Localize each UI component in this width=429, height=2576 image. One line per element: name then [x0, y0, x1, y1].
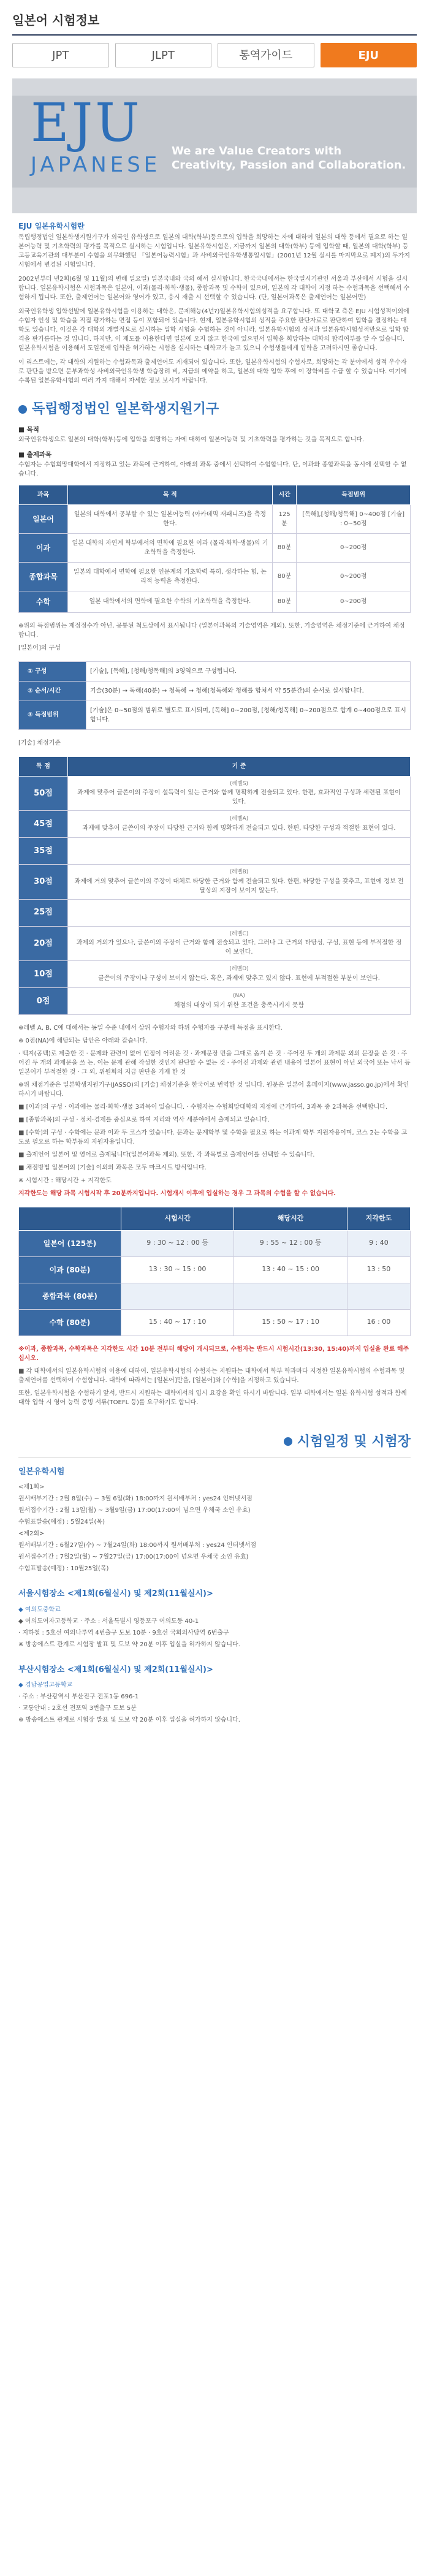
eval-desc: [68, 926, 411, 961]
note-text: ■ 출제언어 일본어 및 영어로 출제됩니다(일본어과목 제외). 또한, 각 과목별로 출제언어를 선택할 수 있습니다.: [18, 1152, 315, 1158]
subject-time: 80분: [272, 533, 297, 562]
purpose-text: 외국인유학생으로 일본의 대학(학부)등에 입학을 희망하는 자에 대하여 일본어능력 및 기초학력을 평가하는 것을 목적으로 합니다.: [18, 436, 365, 443]
section-title: 시험일정 및 시험장: [297, 1434, 411, 1449]
subject-label: ■ 출제과목: [18, 450, 52, 458]
intro-paragraph: 독립행정법인 일본학생지원기구가 외국인 유학생으로 일본의 대학(학부)등으로의 입학을 희망하는 자에 대하여 일본의 대학 등에서 필요로 하는 일본어능력 및 기초학력의 평가를 목적으로 실시하는 시험입니다. 일본유학시험은, 지금까지 일본의 대학(학부) 등에 입학할 때, 일본의 대학(학부) 등 고등교육기관의 대부분이 수험을 의무화했던 「일본어능력시험」과 사비외국인유학생통일시험」(2001년 12월 실시를 마지막으로 폐지)의 두가지 시험에서 변경된 시험입니다.: [18, 234, 411, 268]
venue-note: ※ 방송에스트 관계로 시험장 발표 및 도보 약 20분 이후 입실을 허가하지 않습니다.: [18, 1717, 240, 1723]
eval-score: 45점: [19, 811, 68, 838]
note-text: ※위의 득점범위는 제점점수가 아닌, 공통된 척도상에서 표시됩니다 (일본어과목의 기술영역은 제외). 또한, 기술영역은 채점기준에 근거하여 채점합니다.: [18, 622, 405, 639]
eval-desc: [68, 899, 411, 926]
table-row: [19, 1230, 411, 1256]
round-detail: 원서접수기간 : 7월2일(월) ~ 7월27일(금) 17:00(17:00이 넘으면 우체국 소인 유효): [18, 1554, 249, 1560]
eval-text: 과제에 맞추어 글쓴이의 주장이 타당한 근거와 함께 명확하게 전술되고 있다. 한편, 타당한 구성과 적절한 표현이 있다.: [82, 824, 396, 832]
table-header: 기 준: [68, 756, 411, 776]
tab-eju[interactable]: EJU: [321, 43, 417, 67]
venue-address: ◆ 여의도여자고등학교 · 주소 : 서울특별시 영등포구 여의도동 40-1: [18, 1617, 199, 1625]
structure-header: ② 순서/시간: [19, 681, 86, 701]
subject-time: 80분: [272, 562, 297, 591]
table-header: 득 점: [19, 756, 68, 776]
section-title: 독립행정법인 일본학생지원기구: [32, 401, 219, 417]
sched-cell: [234, 1283, 347, 1309]
note-text: ■ 채점방법 일본어의 [기술] 이외의 과목은 모두 마크시트 방식입니다.: [18, 1165, 207, 1171]
round-detail: 수험표발송(예정) : 5월24일(목): [18, 1519, 105, 1525]
table-header: 해당시간: [234, 1207, 347, 1231]
table-row: [19, 1283, 411, 1309]
eval-text: 과제의 거의가 있으나, 글쓴이의 주장이 근거와 함께 전술되고 있다. 그러나 그 근거의 타당성, 구성, 표현 등에 부적절한 점이 보인다.: [76, 940, 402, 956]
purpose-label: ■ 목적: [18, 426, 39, 433]
venue-transport: · 지하철 : 5호선 여의나루역 4번출구 도보 10분 · 9호선 국회의사당역 6번출구: [18, 1629, 229, 1636]
table-row: [19, 591, 411, 612]
intro-section: [18, 221, 411, 386]
sched-cell: 16 : 00: [347, 1309, 410, 1335]
eval-text: 채점의 대상이 되기 위한 조건을 충족시키지 못함: [173, 1001, 305, 1009]
eval-desc: [68, 776, 411, 811]
round-label: <제1회>: [18, 1484, 45, 1491]
sched-subject: 수학 (80분): [19, 1309, 121, 1335]
eval-score: 50점: [19, 776, 68, 811]
tab-jpt[interactable]: JPT: [12, 43, 109, 67]
eju-logo: [31, 93, 161, 181]
structure-value: 기술(30분) → 독해(40분) → 청독해 → 청해(청독해와 청해를 합쳐서 약 55분간)의 순서로 실시합니다.: [86, 681, 411, 701]
subject-score: 0~200점: [297, 533, 411, 562]
venue-seoul: [18, 1588, 411, 1649]
sched-cell: 13 : 30 ~ 15 : 00: [121, 1256, 234, 1283]
page-title: 일본어 시험정보: [12, 0, 417, 36]
note-text: ■ [종합과목]의 구성 · 정치·경제를 중심으로 하여 지리와 역사 세분야에서 출제되고 있습니다.: [18, 1117, 270, 1123]
exam-tabs: [0, 36, 429, 75]
sched-cell: [347, 1283, 410, 1309]
eval-level: (레벨D): [229, 966, 249, 973]
sched-cell: 9 : 30 ~ 12 : 00 등: [121, 1230, 234, 1256]
subject-block: [18, 450, 411, 479]
venue-name: ◆ 여의도중학교: [18, 1606, 61, 1613]
logo-big: EJU: [31, 93, 142, 154]
subject-purpose: 일본의 대학에서 공부할 수 있는 일본어능력 (아카데믹 재패니즈)을 측정한다.: [68, 504, 273, 533]
subject-score: 0~200점: [297, 562, 411, 591]
subject-time: 80분: [272, 591, 297, 612]
table-row: [19, 811, 411, 838]
eval-level: (레벨A): [229, 816, 249, 823]
intro-paragraph: 이 리스트에는, 각 대학의 지원하는 수험과목과 출제언어도 게재되어 있습니다. 또한, 일본유학시험의 수험자로, 희망하는 각 분야에서 성적 우수자로 판단을 받으면 문부과학성 사비외국인유학생 학습장려 비, 지급의 예약을 하고, 일본의 대학 입학 후에 이 장학비를 수급 할 수 있습니다. 여기에 수록된 일본유학시험의 여러 가지 대해서 자세한 정보 보시기 바랍니다.: [18, 359, 407, 384]
table-header: 지각한도: [347, 1207, 410, 1231]
note-text: ※위 채점기준은 일본학생지원기구(JASSO)의 [기술] 채점기준을 한국어로 번역한 것 입니다. 원문은 일본어 홈페이지(www.jasso.go.jp)에서 확인하시기 바랍니다.: [18, 1082, 409, 1098]
eval-text: 글쓴이의 주장이나 구성이 보이지 않는다. 혹은, 과제에 맞추고 있지 않다. 표현에 부적절한 부분이 보인다.: [98, 975, 380, 982]
table-row: [19, 533, 411, 562]
notes-1: [18, 621, 411, 653]
hero-tagline: [172, 145, 406, 172]
sched-cell: [121, 1283, 234, 1309]
note-text: ※레벨 A, B, C에 대해서는 동일 수준 내에서 상위 수험자와 하위 수험자를 구분해 득점을 표시한다.: [18, 1025, 283, 1032]
note-text: ■ 각 대학에서의 일본유학시험의 이용에 대하여. 일본유학시험의 수험자는 지원하는 대학에서 학부 학과마다 지정한 일본유학시험의 수험과목 및 출제언어를 선택하여 수험합니다. 대학에 따라서는 [일본어]만을, [일본어]와 [수학]을 지정하고 있습니다.: [18, 1367, 405, 1384]
intro-title: EJU 일본유학시험란: [18, 222, 85, 230]
note-text: · 백지(공백)로 제출한 것 · 문제와 관련이 없어 인정이 어려운 것 · 과제문장 만을 그대로 옮겨 쓴 것 · 주어진 두 개의 과제문 외의 문장을 쓴 것 · 주어진 두 개의 과제문을 쓰 는, 이는 문제 관해 작성한 것인지 판단할 수 없는 것 · 주어진 과제와 관련 내용이 일본어 표현이 아닌 외국어 또는 낙서 등 일본어가 부적절한 것 · 그 외, 위원회의 지금 판단을 기재 한 것: [18, 1051, 411, 1076]
sched-cell: 9 : 55 ~ 12 : 00 등: [234, 1230, 347, 1256]
section-header: [18, 399, 411, 419]
intro-paragraph: 외국인유학생 입학선발에 일본유학시험을 이용하는 대학은, 문제해능(4년?)일본유학시험의성적을 요구합니다. 또 대학교 측은 EJU 시험성적이외에 수험자 인성 및 학습을 직접 평가하는 면접 등이 포함되어 있습니다. 현재, 일본유학시험의 성적을 주요한 판단자료로 판단하여 입학을 결정하는 대학도 있습니다. 이것은 각 대학의 개별적으로 실시하는 입학 시험을 수험하는 것이 아니라, 일본유학시험의 성적과 일본유학시험성적만으로 입학 합격을 판가름하는 것 입니다. 하지만, 이 제도를 이용한다면 일본에 오지 않고 한국에 있으면서 입학을 희망하는 대학의 합격여부를 알 수 있습니다. 일본유학시험을 이용해서 도일전에 입학을 허가하는 시험을 실시하는 대학교가 늘고 있으니 수험생들에게 입학을 고려하시면 좋습니다.: [18, 308, 409, 352]
eval-level: (레벨B): [229, 869, 249, 875]
subjects-table: [18, 485, 411, 613]
subject-name: 일본어: [19, 504, 68, 533]
eval-score: 10점: [19, 961, 68, 988]
subject-name: 수학: [19, 591, 68, 612]
sched-cell: 15 : 50 ~ 17 : 10: [234, 1309, 347, 1335]
eval-desc: [68, 961, 411, 988]
table-row: [19, 562, 411, 591]
round-detail: 원서접수기간 : 2월 13일(월) ~ 3월9일(금) 17:00(17:00이 넘으면 우체국 소인 유효): [18, 1507, 251, 1514]
writing-criteria-table: [18, 756, 411, 1016]
japanese-structure-table: [18, 661, 411, 730]
tab-jlpt[interactable]: JLPT: [115, 43, 212, 67]
purpose-block: [18, 425, 411, 444]
table-header: 과목: [19, 485, 68, 504]
table-row: [19, 661, 411, 681]
subject-score: [독해],[청해/청독해] 0~400점 [기술] : 0~50점: [297, 504, 411, 533]
venue-name: ◆ 경남공업고등학교: [18, 1682, 73, 1689]
sched-subject: 일본어 (125분): [19, 1230, 121, 1256]
eval-label: [기술] 채점기준: [18, 739, 61, 747]
note-text: ※ 시험시간 : 해당시간 + 지각한도: [18, 1177, 112, 1184]
eval-score: 20점: [19, 926, 68, 961]
eval-score: 35점: [19, 838, 68, 865]
logo-sub: JAPANESE: [31, 153, 161, 177]
structure-header: ① 구성: [19, 661, 86, 681]
sched-subject: 종합과목 (80분): [19, 1283, 121, 1309]
eval-score: 0점: [19, 988, 68, 1015]
venue-address: · 주소 : 부산광역시 부산진구 전포1동 696-1: [18, 1693, 139, 1700]
table-row: [19, 899, 411, 926]
sched-cell: 15 : 40 ~ 17 : 10: [121, 1309, 234, 1335]
table-header: 시험시간: [121, 1207, 234, 1231]
sched-cell: 13 : 50: [347, 1256, 410, 1283]
note-warning: 지각한도는 해당 과목 시험시작 후 20분까지입니다. 시험개시 이후에 입실하는 경우 그 과목의 수험을 할 수 없습니다.: [18, 1190, 336, 1197]
eval-level: (NA): [233, 993, 245, 1000]
notes-2: [18, 1024, 411, 1198]
table-row: [19, 504, 411, 533]
exam-dates-title: 일본유학시험: [18, 1467, 65, 1476]
subject-score: 0~200점: [297, 591, 411, 612]
eval-text: 과제에 거의 맞추어 글쓴이의 주장이 대체로 타당한 근거와 함께 전술되고 있다. 한편, 타당한 구성을 갖추고, 표현에 정보 전달상의 지장이 보이지 않는다.: [74, 878, 404, 894]
table-row: [19, 1256, 411, 1283]
table-header: [19, 1207, 121, 1231]
subject-name: 종합과목: [19, 562, 68, 591]
venue-title: 부산시험장소 <제1회(6월실시) 및 제2회(11월실시)>: [18, 1665, 213, 1674]
eval-level: (레벨S): [229, 780, 249, 787]
subject-time: 125분: [272, 504, 297, 533]
tagline-line-1: We are Value Creators with: [172, 145, 342, 158]
venue-busan: [18, 1664, 411, 1725]
note-warning: ※이과, 종합과목, 수학과목은 지각한도 시간 10분 전부터 해당이 개시되므로, 수험자는 반드시 시험시간(13:30, 15:40)까지 입실을 완료 해주십시오.: [18, 1345, 409, 1362]
subject-name: 이과: [19, 533, 68, 562]
table-row: [19, 961, 411, 988]
venue-title: 서울시험장소 <제1회(6월실시) 및 제2회(11월실시)>: [18, 1589, 213, 1598]
sched-subject: 이과 (80분): [19, 1256, 121, 1283]
table-row: [19, 838, 411, 865]
table-header: 시간: [272, 485, 297, 504]
round-detail: 원서배부기간 : 6월27일(수) ~ 7월24일(화) 18:00까지 원서배부처 : yes24 인터넷서점: [18, 1542, 257, 1549]
eval-desc: [68, 865, 411, 900]
schedule-section-header: [18, 1432, 411, 1457]
bullet-icon: [284, 1437, 292, 1446]
structure-header: ③ 득점범위: [19, 701, 86, 729]
note-text: [일본어]의 구성: [18, 644, 61, 652]
subject-text: 수험자는 수험희망대학에서 지정하고 있는 과목에 근거하여, 아래의 과목 중에서 선택하여 수험합니다. 단, 이과와 종합과목을 동시에 선택할 수 없습니다.: [18, 461, 407, 477]
eval-desc: [68, 988, 411, 1015]
round-detail: 원서배부기간 : 2월 8일(수) ~ 3월 6일(화) 18:00까지 원서배부처 : yes24 인터넷서점: [18, 1495, 252, 1502]
venue-note: ※ 방송에스트 관계로 시험장 발표 및 도보 약 20분 이후 입실을 허가하지 않습니다.: [18, 1641, 240, 1648]
structure-value: [기술]은 0~50점의 범위로 별도로 표시되며, [독해] 0~200점, [청해/청독해] 0~200점으로 합계 0~400점으로 표시합니다.: [86, 701, 411, 729]
subject-purpose: 일본의 대학에서 면학에 필요한 인문계의 기초학력 특히, 생각하는 힘, 논리적 능력을 측정한다.: [68, 562, 273, 591]
note-text: ■ [수학]의 구성 · 수학에는 문과 이과 두 코스가 있습니다. 문과는 문계학부 및 수학을 필요로 하는 이과계 학부 지원자용이며, 코스 2는 수학을 고도로 필요로 하는 학부등의 지원자용입니다.: [18, 1130, 408, 1146]
table-row: [19, 681, 411, 701]
table-row: [19, 776, 411, 811]
eval-score: 30점: [19, 865, 68, 900]
sched-cell: 9 : 40: [347, 1230, 410, 1256]
hero-banner: [12, 78, 417, 213]
table-header: 목 적: [68, 485, 273, 504]
eval-score: 25점: [19, 899, 68, 926]
notes-3: [18, 1345, 411, 1407]
eval-desc: [68, 811, 411, 838]
note-text: ■ [이과]의 구성 · 이과에는 물리·화학·생물 3과목이 있습니다. · 수험자는 수험희망대학의 지정에 근거하여, 3과목 중 2과목을 선택합니다.: [18, 1104, 388, 1111]
tagline-line-2: Creativity, Passion and Collaboration.: [172, 158, 406, 172]
table-row: [19, 701, 411, 729]
table-row: [19, 1309, 411, 1335]
intro-paragraph: 2002년부터 년2회(6월 및 11월)의 변해 일요일) 일본국내와 국외 해서 실시합니다. 한국국내에서는 한국일시기관인 서울과 부산에서 시험을 실시합니다. 일본유학시험은 시험과목은 일본어, 이과(물리·화학·생물), 종합과목 및 수학이 있으며, 일본의 각 대학이 지정 하는 수험과목을 선택해서 수험하게 됩니다. 또한, 출제언어는 일본어와 영어가 있고, 응시 재출 시 선택할 수 있습니다. (단, 일본어과목은 출제언어는 일본어만): [18, 276, 410, 301]
table-row: [19, 926, 411, 961]
eval-text: 과제에 맞추어 글쓴이의 주장이 설득력이 있는 근거와 함께 명확하게 전술되고 있다. 한편, 효과적인 구성과 세련된 표현이 있다.: [77, 789, 401, 805]
exam-dates-block: [18, 1466, 411, 1574]
table-row: [19, 988, 411, 1015]
round-label: <제2회>: [18, 1530, 45, 1537]
table-header: 득점범위: [297, 485, 411, 504]
schedule-table: [18, 1207, 411, 1336]
tab-interpreter-guide[interactable]: 통역가이드: [218, 43, 314, 67]
note-text: ※ 0점(NA)에 해당되는 답안은 아래와 같습니다.: [18, 1038, 148, 1044]
note-text: 또한, 일본유학시험을 수험하기 앞서, 반드시 지원하는 대학에서의 입시 요강을 확인 하시기 바랍니다. 일부 대학에서는 일본 유학시험 성적과 함께 대학 입학 시 영어 능력 증빙 서류(TOEFL 등)를 요구하기도 합니다.: [18, 1389, 407, 1406]
subject-purpose: 일본 대학에서의 면학에 필요한 수학의 기초학력을 측정한다.: [68, 591, 273, 612]
subject-purpose: 일본 대학의 자연계 학부에서의 면학에 필요한 이과 (물리·화학·생물)의 기초학력을 측정한다.: [68, 533, 273, 562]
round-detail: 수험표발송(예정) : 10월25일(목): [18, 1565, 109, 1572]
structure-value: [기술], [독해], [청해/청독해]의 3영역으로 구성됩니다.: [86, 661, 411, 681]
sched-cell: 13 : 40 ~ 15 : 00: [234, 1256, 347, 1283]
eval-desc: [68, 838, 411, 865]
bullet-icon: [18, 405, 27, 414]
venue-transport: · 교통안내 : 2호선 전포역 3번출구 도보 5분: [18, 1705, 137, 1712]
eval-level: (레벨C): [229, 930, 249, 937]
table-row: [19, 865, 411, 900]
eval-label-block: [18, 739, 411, 748]
